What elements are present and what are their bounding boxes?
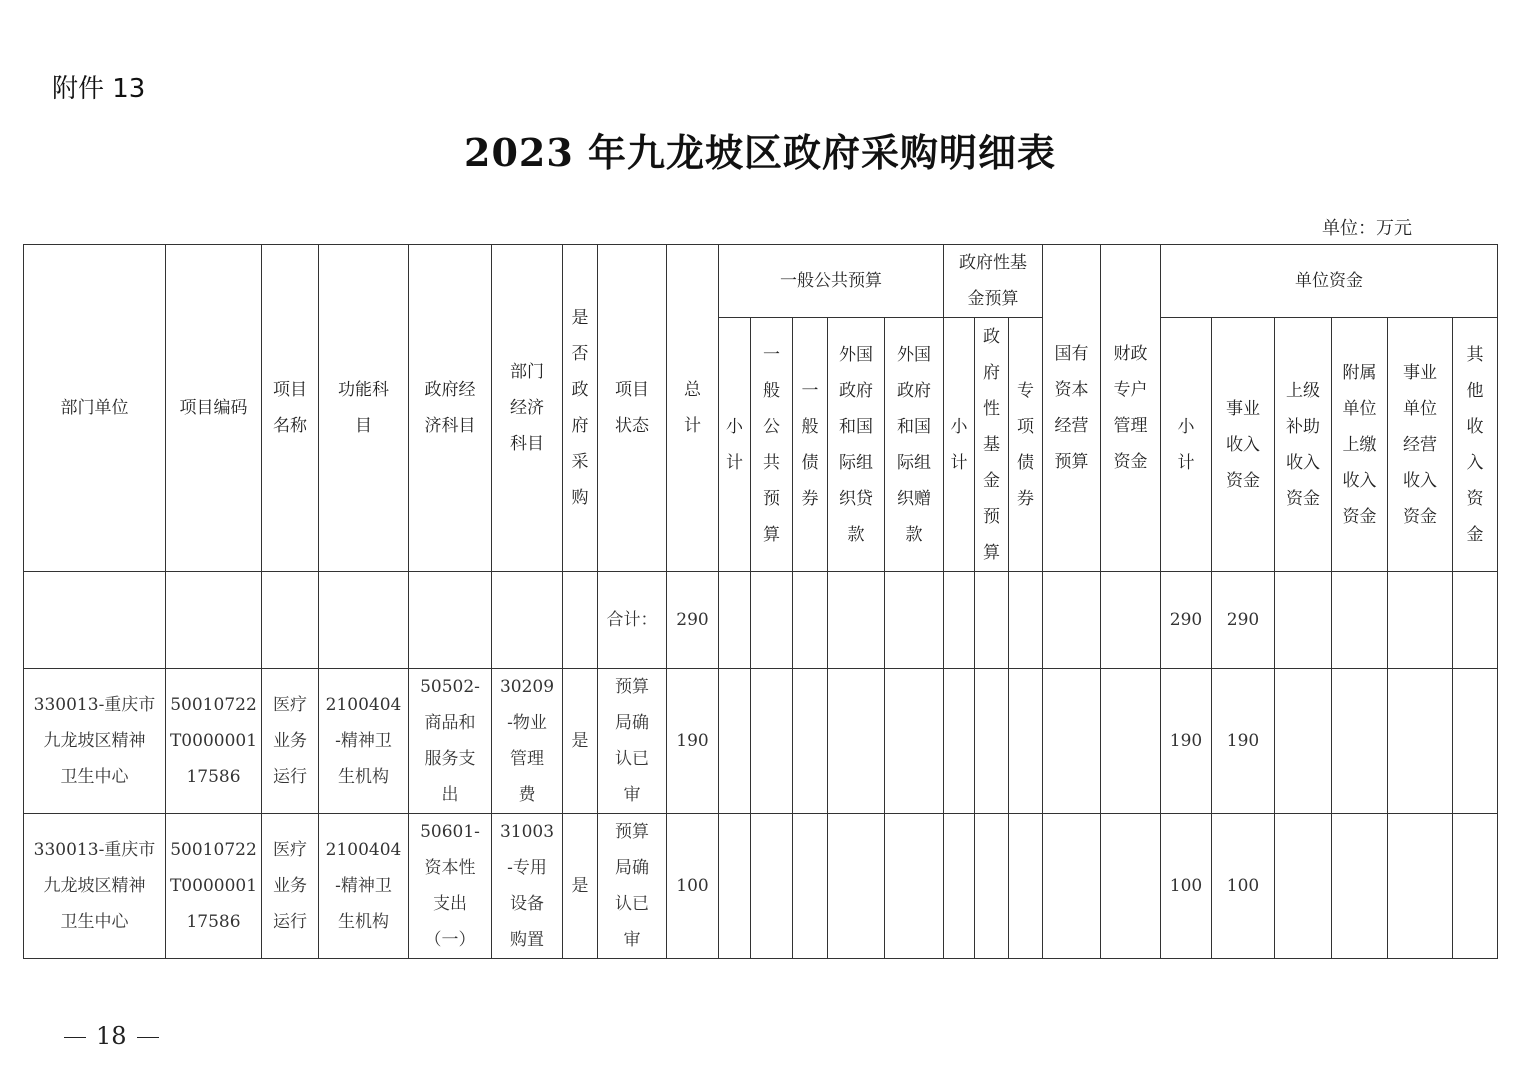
row-gov-econ: 50502- 商品和 服务支 出	[409, 668, 492, 813]
header-state-capital: 国有 资本 经营 预算	[1043, 245, 1101, 572]
table-cell	[751, 668, 793, 813]
row-name: 医疗 业务 运行	[262, 668, 319, 813]
row-dept: 330013-重庆市 九龙坡区精神 卫生中心	[24, 813, 166, 958]
page-number	[54, 1022, 169, 1050]
row-gov-econ: 50601- 资本性 支出 （一）	[409, 813, 492, 958]
table-cell	[262, 572, 319, 668]
header-general-subtotal: 小 计	[719, 318, 751, 572]
table-cell	[885, 668, 944, 813]
table-cell	[793, 668, 828, 813]
procurement-table	[23, 244, 1498, 959]
header-gov-econ: 政府经 济科目	[409, 245, 492, 572]
page-title: 2023 年九龙坡区政府采购明细表	[464, 130, 1056, 175]
table-cell	[1275, 813, 1332, 958]
header-fund-subtotal: 小 计	[944, 318, 975, 572]
table-cell	[1453, 668, 1498, 813]
header-special-account: 财政 专户 管理 资金	[1101, 245, 1161, 572]
table-cell	[492, 572, 563, 668]
table-cell	[885, 813, 944, 958]
table-cell	[1101, 668, 1161, 813]
header-total: 总 计	[667, 245, 719, 572]
header-unit-other: 其 他 收 入 资 金	[1453, 318, 1498, 572]
table-cell	[1332, 813, 1388, 958]
table-cell	[1009, 668, 1043, 813]
row-unit-business: 100	[1212, 813, 1275, 958]
row-status: 预算 局确 认已 审	[598, 668, 667, 813]
row-is-proc: 是	[563, 813, 598, 958]
table-cell	[751, 572, 793, 668]
row-unit-business: 190	[1212, 668, 1275, 813]
header-general-bond: 一 般 债 券	[793, 318, 828, 572]
header-code: 项目编码	[166, 245, 262, 572]
table-cell	[1043, 813, 1101, 958]
header-unit-business: 事业 收入 资金	[1212, 318, 1275, 572]
header-unit-superior: 上级 补助 收入 资金	[1275, 318, 1332, 572]
header-foreign-grant: 外国 政府 和国 际组 织赠 款	[885, 318, 944, 572]
table-cell	[719, 813, 751, 958]
table-row	[24, 668, 1498, 813]
table-cell	[1388, 572, 1453, 668]
header-special-bond: 专 项 债 券	[1009, 318, 1043, 572]
header-gov-fund: 政府性基 金预算	[944, 245, 1043, 318]
row-dept: 330013-重庆市 九龙坡区精神 卫生中心	[24, 668, 166, 813]
header-unit-affiliated: 附属 单位 上缴 收入 资金	[1332, 318, 1388, 572]
header-func: 功能科 目	[319, 245, 409, 572]
summary-row	[24, 572, 1498, 668]
table-cell	[1453, 572, 1498, 668]
table-cell	[975, 572, 1009, 668]
table-cell	[1101, 813, 1161, 958]
summary-unit-business: 290	[1212, 572, 1275, 668]
header-foreign-loan: 外国 政府 和国 际组 织贷 款	[828, 318, 885, 572]
header-dept-econ: 部门 经济 科目	[492, 245, 563, 572]
table-cell	[793, 572, 828, 668]
table-cell	[944, 572, 975, 668]
unit-label: 单位：万元	[1322, 218, 1412, 239]
table-cell	[1043, 668, 1101, 813]
header-dept: 部门单位	[24, 245, 166, 572]
table-cell	[1332, 572, 1388, 668]
table-cell	[719, 668, 751, 813]
table-cell	[944, 813, 975, 958]
table-cell	[1101, 572, 1161, 668]
header-fund-budget: 政 府 性 基 金 预 算	[975, 318, 1009, 572]
header-unit-funds: 单位资金	[1161, 245, 1498, 318]
header-unit-operating: 事业 单位 经营 收入 资金	[1388, 318, 1453, 572]
header-is-proc: 是 否 政 府 采 购	[563, 245, 598, 572]
table-cell	[563, 572, 598, 668]
table-cell	[1043, 572, 1101, 668]
dash-right	[137, 1037, 159, 1038]
row-func: 2100404 -精神卫 生机构	[319, 668, 409, 813]
table-cell	[1332, 668, 1388, 813]
header-general-public: 一 般 公 共 预 算	[751, 318, 793, 572]
table-cell	[944, 668, 975, 813]
row-total: 100	[667, 813, 719, 958]
table-cell	[1009, 572, 1043, 668]
summary-unit-subtotal: 290	[1161, 572, 1212, 668]
table-cell	[409, 572, 492, 668]
table-cell	[166, 572, 262, 668]
row-unit-subtotal: 190	[1161, 668, 1212, 813]
table-cell	[1388, 668, 1453, 813]
table-cell	[1388, 813, 1453, 958]
header-general-budget: 一般公共预算	[719, 245, 944, 318]
row-func: 2100404 -精神卫 生机构	[319, 813, 409, 958]
table-cell	[828, 813, 885, 958]
table-cell	[24, 572, 166, 668]
table-cell	[828, 572, 885, 668]
table-cell	[1453, 813, 1498, 958]
table-cell	[975, 813, 1009, 958]
row-code: 50010722 T0000001 17586	[166, 668, 262, 813]
table-cell	[1275, 572, 1332, 668]
table-cell	[719, 572, 751, 668]
table-cell	[885, 572, 944, 668]
table-cell	[751, 813, 793, 958]
table-cell	[1275, 668, 1332, 813]
attachment-label: 附件 13	[52, 74, 146, 104]
row-unit-subtotal: 100	[1161, 813, 1212, 958]
row-is-proc: 是	[563, 668, 598, 813]
header-unit-subtotal: 小 计	[1161, 318, 1212, 572]
header-name: 项目 名称	[262, 245, 319, 572]
row-total: 190	[667, 668, 719, 813]
row-name: 医疗 业务 运行	[262, 813, 319, 958]
table-cell	[793, 813, 828, 958]
summary-label: 合计：	[598, 572, 667, 668]
table-cell	[975, 668, 1009, 813]
row-status: 预算 局确 认已 审	[598, 813, 667, 958]
summary-total: 290	[667, 572, 719, 668]
row-dept-econ: 31003 -专用 设备 购置	[492, 813, 563, 958]
table-row	[24, 813, 1498, 958]
dash-left	[64, 1037, 86, 1038]
page-number-text: 18	[96, 1022, 127, 1050]
row-dept-econ: 30209 -物业 管理 费	[492, 668, 563, 813]
table-cell	[828, 668, 885, 813]
table-cell	[1009, 813, 1043, 958]
table-cell	[319, 572, 409, 668]
row-code: 50010722 T0000001 17586	[166, 813, 262, 958]
header-status: 项目 状态	[598, 245, 667, 572]
